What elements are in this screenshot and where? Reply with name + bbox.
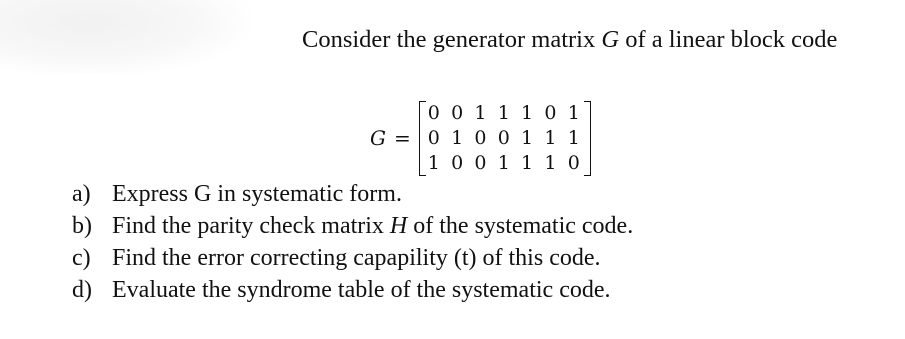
task-text: Find the parity check matrix (112, 213, 390, 239)
generator-matrix (419, 101, 592, 176)
matrix-label: G (370, 126, 386, 150)
generator-matrix-equation (370, 92, 591, 184)
equals-sign: = (393, 126, 411, 150)
task-variable: H (389, 213, 408, 239)
right-bracket (584, 101, 591, 176)
task-list (72, 178, 633, 306)
intro-text-after: of a linear block code (619, 26, 838, 53)
task-text-after: of the systematic code. (407, 213, 634, 239)
task-text: Find the error correcting capapility (t) of this code. (112, 245, 601, 271)
task-c (72, 242, 633, 274)
problem-statement (302, 24, 837, 56)
blurred-corner (0, 0, 250, 75)
task-text: Express G in systematic form. (112, 181, 402, 207)
left-bracket (419, 101, 426, 176)
task-d (72, 274, 633, 306)
matrix-row-3: 1 0 0 1 1 1 0 (427, 151, 583, 174)
task-marker: a) (72, 181, 91, 207)
task-text: Evaluate the syndrome table of the systematic code. (112, 277, 611, 303)
task-marker: b) (72, 213, 92, 239)
intro-variable: G (601, 26, 620, 53)
task-a (72, 178, 633, 210)
task-b (72, 210, 633, 242)
task-marker: c) (72, 245, 91, 271)
task-marker: d) (72, 277, 92, 303)
intro-text-before: Consider the generator matrix (302, 26, 602, 53)
matrix-row-1: 0 0 1 1 1 0 1 (427, 101, 583, 124)
matrix-row-2: 0 1 0 0 1 1 1 (427, 126, 583, 149)
